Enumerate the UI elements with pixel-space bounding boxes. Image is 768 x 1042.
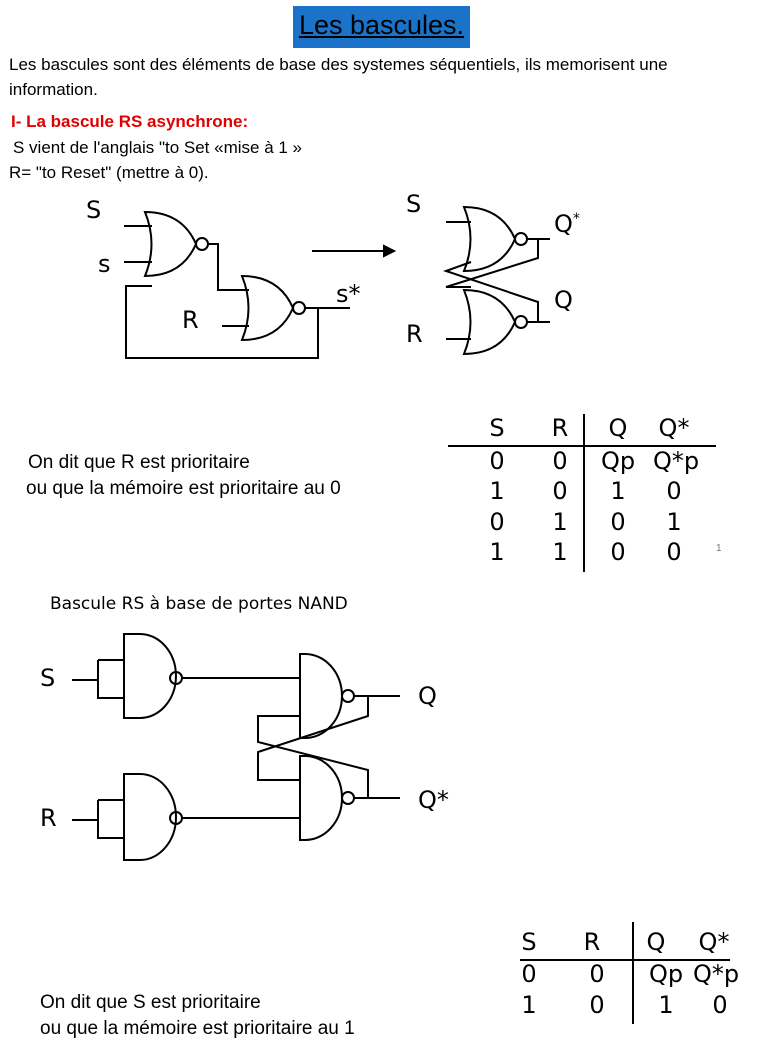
- table1-cell: 1: [610, 477, 626, 505]
- cross-wire: [446, 262, 538, 322]
- table2-header-Qstar: Q*: [698, 928, 730, 956]
- nor-gate-1: [145, 212, 208, 276]
- nor-latch-gate-bottom: [464, 290, 527, 354]
- table1-header-Qstar: Q*: [658, 414, 690, 442]
- definition-s: S vient de l'anglais "to Set «mise à 1 »: [13, 138, 302, 157]
- nand-label-S: S: [40, 664, 56, 692]
- section-title: I- La bascule RS asynchrone:: [11, 112, 249, 131]
- table2-cell: Q*p: [692, 960, 740, 988]
- table1-header-S: S: [489, 414, 505, 442]
- nor-label-s: s: [98, 250, 111, 278]
- wire: [98, 800, 124, 838]
- table2-note-line2: ou que la mémoire est prioritaire au 1: [40, 1018, 355, 1039]
- nand-label-R: R: [40, 804, 57, 832]
- page-title: Les bascules.: [298, 10, 465, 40]
- table2-header-Q: Q: [646, 928, 666, 956]
- wire: [208, 244, 249, 290]
- nor-latch-gate-top: [464, 207, 527, 271]
- latch-label-Q: Q: [554, 286, 573, 314]
- feedback-wire: [126, 286, 318, 358]
- nand-label-Q-star: Q*: [418, 786, 449, 814]
- latch-label-R: R: [406, 320, 423, 348]
- table1-cell: 0: [552, 447, 568, 475]
- nand-gate-input-s: [124, 634, 182, 718]
- table1-cell: 0: [610, 538, 626, 566]
- intro-paragraph: Les bascules sont des éléments de base des systemes séquentiels, ils memorisent une information.: [9, 55, 668, 99]
- table2-cell: 1: [521, 991, 537, 1019]
- nand-latch-gate-bottom: [300, 756, 354, 840]
- table2-header-R: R: [583, 928, 601, 956]
- table2-header-S: S: [521, 928, 537, 956]
- nand-caption: Bascule RS à base de portes NAND: [50, 594, 348, 614]
- table1-cell: Qp: [600, 447, 636, 475]
- latch-label-S: S: [406, 190, 422, 218]
- table2-note-line1: On dit que S est prioritaire: [40, 992, 261, 1013]
- table2-cell: 1: [658, 991, 674, 1019]
- table1-cell: Q*p: [652, 447, 700, 475]
- nand-label-Q: Q: [418, 682, 437, 710]
- cross-wire: [446, 239, 538, 287]
- nor-gate-2: [242, 276, 305, 340]
- table2-cell: 0: [521, 960, 537, 988]
- table2-cell: 0: [589, 960, 605, 988]
- definition-r: R= "to Reset" (mettre à 0).: [9, 163, 209, 182]
- nand-latch-gate-top: [300, 654, 354, 738]
- nor-label-s-star: s*: [336, 280, 361, 308]
- table1-cell: 1: [489, 477, 505, 505]
- table1-note-line1: On dit que R est prioritaire: [28, 452, 250, 473]
- table1-cell: 1: [489, 538, 505, 566]
- table1-cell: 0: [666, 538, 682, 566]
- table1-header-R: R: [551, 414, 569, 442]
- nor-label-R: R: [182, 306, 199, 334]
- table1-cell: 0: [552, 477, 568, 505]
- table1-cell: 1: [552, 508, 568, 536]
- nand-gate-input-r: [124, 774, 182, 860]
- cross-wire: [258, 716, 368, 798]
- table1-note-line2: ou que la mémoire est prioritaire au 0: [26, 478, 341, 499]
- table1-cell: 0: [489, 447, 505, 475]
- page-number: 1: [716, 543, 722, 554]
- table2-cell: 0: [589, 991, 605, 1019]
- nor-label-S: S: [86, 196, 102, 224]
- table1-cell: 1: [552, 538, 568, 566]
- wire: [98, 660, 124, 698]
- table2-cell: Qp: [648, 960, 684, 988]
- table1-cell: 1: [666, 508, 682, 536]
- table1-header-Q: Q: [608, 414, 628, 442]
- table1-cell: 0: [610, 508, 626, 536]
- arrow-head: [384, 246, 394, 256]
- latch-label-Q-star: Q*: [554, 210, 580, 238]
- table1-cell: 0: [666, 477, 682, 505]
- table1-cell: 0: [489, 508, 505, 536]
- table2-cell: 0: [712, 991, 728, 1019]
